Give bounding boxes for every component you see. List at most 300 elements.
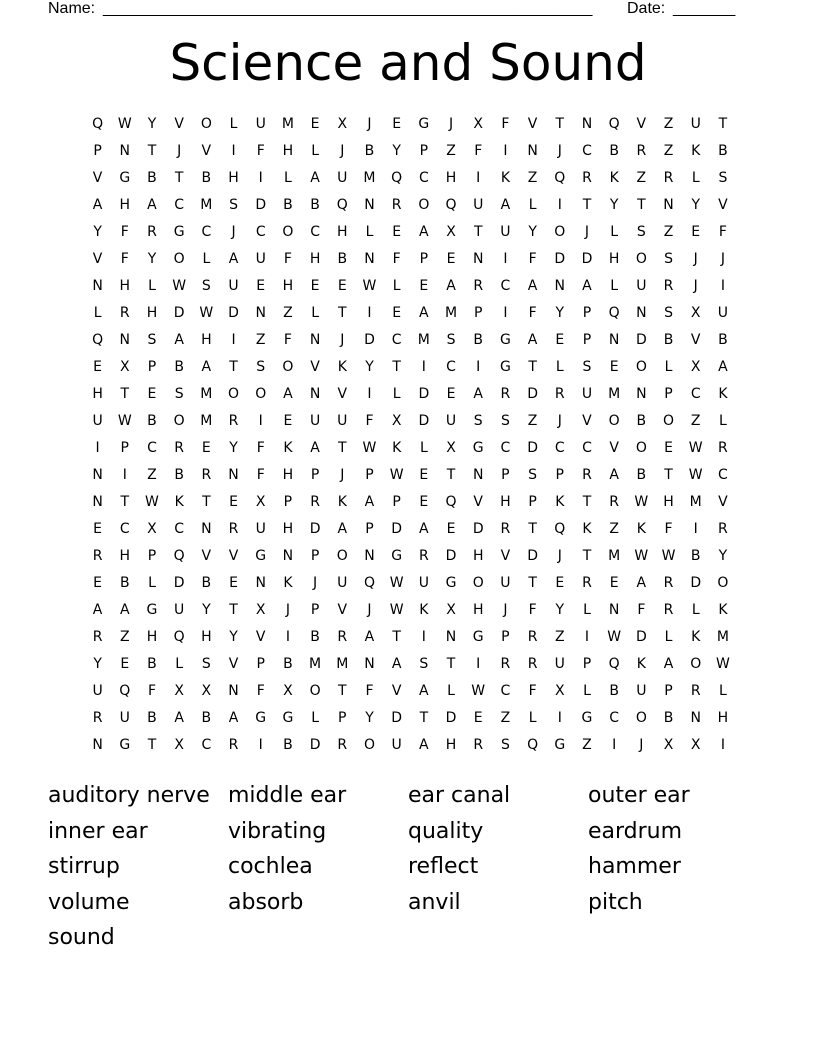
grid-letter: L bbox=[148, 278, 156, 294]
grid-letter: C bbox=[174, 197, 185, 213]
grid-letter: H bbox=[92, 386, 103, 402]
grid-letter: W bbox=[634, 494, 649, 510]
grid-letter: P bbox=[582, 656, 592, 672]
grid-letter: L bbox=[691, 602, 700, 618]
grid-letter: Z bbox=[690, 413, 701, 429]
grid-letter: F bbox=[637, 602, 646, 618]
grid-letter: H bbox=[201, 332, 212, 348]
grid-row bbox=[84, 651, 737, 678]
grid-letter: V bbox=[174, 116, 184, 132]
name-label: Name: bbox=[48, 0, 96, 17]
grid-letter: A bbox=[283, 386, 293, 402]
grid-letter: Q bbox=[554, 521, 566, 537]
grid-letter: T bbox=[338, 683, 347, 699]
grid-letter: O bbox=[554, 224, 566, 240]
grid-letter: H bbox=[282, 467, 294, 483]
grid-letter: A bbox=[500, 197, 511, 213]
grid-letter: G bbox=[472, 629, 484, 645]
grid-letter: K bbox=[691, 629, 701, 645]
grid-letter: V bbox=[228, 656, 239, 672]
grid-letter: F bbox=[528, 251, 537, 267]
grid-letter: W bbox=[389, 602, 404, 618]
grid-letter: X bbox=[174, 737, 184, 753]
grid-letter: U bbox=[174, 602, 185, 618]
grid-letter: D bbox=[635, 332, 647, 348]
grid-letter: G bbox=[499, 332, 511, 348]
grid-letter: N bbox=[364, 197, 375, 213]
grid-letter: B bbox=[718, 143, 728, 159]
grid-letter: E bbox=[337, 278, 347, 294]
grid-letter: E bbox=[555, 332, 565, 348]
grid-letter: D bbox=[309, 737, 321, 753]
grid-letter: T bbox=[637, 197, 646, 213]
grid-letter: W bbox=[117, 413, 132, 429]
grid-letter: L bbox=[555, 359, 564, 375]
grid-letter: P bbox=[664, 386, 673, 402]
grid-letter: D bbox=[581, 251, 593, 267]
grid-letter: B bbox=[663, 710, 674, 726]
grid-letter: C bbox=[500, 440, 511, 456]
grid-letter: U bbox=[337, 575, 348, 591]
grid-letter: G bbox=[119, 737, 131, 753]
grid-letter: W bbox=[688, 440, 703, 456]
grid-letter: O bbox=[418, 197, 430, 213]
grid-letter: X bbox=[147, 521, 157, 537]
grid-letter: M bbox=[200, 413, 213, 429]
grid-letter: E bbox=[201, 440, 211, 456]
grid-letter: I bbox=[258, 413, 263, 429]
grid-letter: P bbox=[283, 494, 293, 510]
word-list-item: auditory nerve bbox=[48, 783, 210, 808]
grid-letter: A bbox=[663, 656, 674, 672]
grid-letter: S bbox=[500, 737, 510, 753]
grid-letter: Z bbox=[663, 116, 674, 132]
grid-letter: N bbox=[554, 278, 566, 294]
grid-letter: F bbox=[528, 305, 537, 321]
grid-letter: K bbox=[582, 521, 592, 537]
grid-letter: B bbox=[663, 332, 674, 348]
grid-letter: E bbox=[310, 278, 320, 294]
grid-letter: P bbox=[501, 629, 510, 645]
grid-letter: E bbox=[609, 575, 619, 591]
grid-letter: V bbox=[690, 332, 701, 348]
grid-letter: N bbox=[92, 494, 103, 510]
grid-letter: T bbox=[582, 548, 592, 564]
grid-letter: R bbox=[473, 278, 484, 294]
grid-letter: N bbox=[228, 683, 239, 699]
grid-letter: G bbox=[255, 548, 267, 564]
grid-letter: I bbox=[258, 170, 263, 186]
grid-letter: F bbox=[256, 467, 265, 483]
grid-letter: D bbox=[635, 629, 647, 645]
grid-letter: Y bbox=[718, 548, 728, 564]
grid-letter: C bbox=[147, 440, 157, 456]
grid-letter: D bbox=[418, 413, 430, 429]
grid-letter: U bbox=[418, 575, 429, 591]
grid-letter: M bbox=[281, 116, 294, 132]
grid-letter: R bbox=[663, 575, 674, 591]
grid-letter: G bbox=[445, 575, 457, 591]
grid-letter: E bbox=[93, 359, 103, 375]
grid-letter: C bbox=[690, 386, 701, 402]
grid-letter: T bbox=[582, 197, 592, 213]
grid-letter: G bbox=[554, 737, 566, 753]
grid-letter: E bbox=[147, 386, 157, 402]
grid-letter: A bbox=[419, 683, 429, 699]
grid-letter: G bbox=[146, 602, 158, 618]
grid-letter: C bbox=[119, 521, 130, 537]
grid-letter: H bbox=[146, 629, 158, 645]
grid-letter: K bbox=[500, 170, 510, 186]
grid-letter: O bbox=[173, 251, 185, 267]
word-list-item: anvil bbox=[408, 889, 461, 915]
grid-letter: R bbox=[310, 494, 320, 510]
grid-letter: N bbox=[255, 575, 266, 591]
grid-letter: H bbox=[445, 737, 457, 753]
grid-letter: Z bbox=[663, 224, 674, 240]
grid-letter: O bbox=[282, 359, 294, 375]
grid-letter: U bbox=[690, 116, 701, 132]
grid-letter: Z bbox=[582, 737, 592, 753]
grid-letter: Q bbox=[554, 170, 566, 186]
grid-letter: P bbox=[365, 467, 374, 483]
grid-letter: U bbox=[255, 521, 266, 537]
grid-letter: V bbox=[636, 116, 647, 132]
grid-letter: E bbox=[392, 116, 402, 132]
grid-letter: L bbox=[528, 710, 537, 726]
grid-letter: R bbox=[663, 278, 674, 294]
grid-letter: A bbox=[310, 440, 320, 456]
grid-letter: W bbox=[688, 467, 703, 483]
grid-letter: H bbox=[663, 494, 674, 510]
grid-letter: B bbox=[609, 143, 619, 159]
grid-letter: X bbox=[446, 602, 456, 618]
grid-letter: U bbox=[309, 413, 321, 429]
name-field[interactable]: _______________________________________________________ bbox=[103, 0, 593, 17]
grid-letter: O bbox=[282, 224, 294, 240]
grid-letter: X bbox=[283, 683, 293, 699]
grid-letter: Y bbox=[229, 440, 238, 456]
grid-letter: J bbox=[367, 116, 372, 132]
grid-letter: O bbox=[336, 548, 348, 564]
grid-letter: K bbox=[337, 359, 347, 375]
grid-letter: X bbox=[391, 413, 402, 429]
word-list-item: outer ear bbox=[588, 783, 690, 808]
grid-letter: N bbox=[364, 656, 375, 672]
grid-letter: W bbox=[661, 548, 676, 564]
grid-letter: T bbox=[392, 629, 401, 645]
grid-letter: I bbox=[503, 143, 508, 159]
grid-letter: Q bbox=[608, 305, 620, 321]
grid-letter: R bbox=[554, 386, 565, 402]
grid-letter: D bbox=[173, 575, 185, 591]
grid-letter: F bbox=[392, 251, 401, 267]
grid-letter: I bbox=[503, 305, 508, 321]
grid-letter: S bbox=[419, 656, 429, 672]
grid-letter: Y bbox=[93, 224, 102, 240]
grid-letter: R bbox=[201, 467, 212, 483]
grid-letter: L bbox=[610, 278, 619, 294]
grid-letter: N bbox=[92, 737, 103, 753]
grid-letter: X bbox=[119, 359, 130, 375]
grid-letter: D bbox=[554, 251, 566, 267]
grid-letter: I bbox=[612, 737, 617, 753]
grid-letter: P bbox=[310, 467, 320, 483]
grid-letter: N bbox=[201, 521, 212, 537]
grid-letter: S bbox=[500, 413, 510, 429]
grid-letter: X bbox=[690, 305, 701, 321]
grid-row bbox=[84, 462, 737, 489]
grid-letter: V bbox=[310, 359, 320, 375]
grid-letter: A bbox=[174, 710, 184, 726]
grid-letter: X bbox=[446, 440, 456, 456]
grid-letter: R bbox=[92, 629, 103, 645]
grid-letter: U bbox=[636, 683, 647, 699]
grid-letter: J bbox=[639, 737, 644, 753]
grid-letter: B bbox=[337, 251, 348, 267]
grid-letter: I bbox=[476, 359, 481, 375]
grid-letter: X bbox=[446, 224, 456, 240]
word-list-item: reflect bbox=[408, 854, 479, 879]
grid-letter: H bbox=[337, 224, 348, 240]
grid-letter: B bbox=[119, 575, 130, 591]
grid-letter: O bbox=[635, 440, 647, 456]
grid-letter: C bbox=[500, 278, 511, 294]
grid-letter: O bbox=[717, 575, 729, 591]
grid-letter: N bbox=[472, 251, 484, 267]
grid-letter: T bbox=[446, 467, 456, 483]
grid-row bbox=[84, 192, 737, 219]
grid-letter: V bbox=[201, 143, 212, 159]
grid-letter: V bbox=[473, 494, 483, 510]
grid-letter: J bbox=[557, 413, 562, 429]
grid-letter: V bbox=[582, 413, 592, 429]
grid-letter: T bbox=[528, 521, 537, 537]
grid-letter: G bbox=[173, 224, 185, 240]
grid-letter: O bbox=[309, 683, 321, 699]
grid-letter: L bbox=[610, 224, 619, 240]
date-label: Date: bbox=[627, 0, 666, 17]
grid-letter: O bbox=[690, 656, 702, 672]
grid-row bbox=[84, 111, 737, 138]
grid-letter: J bbox=[557, 548, 562, 564]
grid-letter: F bbox=[474, 143, 483, 159]
grid-letter: W bbox=[389, 467, 404, 483]
grid-letter: N bbox=[119, 143, 131, 159]
grid-letter: Q bbox=[363, 575, 375, 591]
grid-letter: Y bbox=[528, 224, 537, 240]
grid-letter: O bbox=[200, 116, 212, 132]
grid-letter: T bbox=[120, 386, 130, 402]
grid-letter: T bbox=[419, 710, 429, 726]
grid-letter: P bbox=[256, 656, 265, 672]
word-list-item: quality bbox=[408, 818, 484, 844]
grid-letter: W bbox=[471, 683, 486, 699]
grid-letter: O bbox=[255, 386, 267, 402]
grid-letter: F bbox=[365, 683, 374, 699]
grid-letter: P bbox=[419, 251, 429, 267]
grid-letter: G bbox=[472, 440, 484, 456]
grid-letter: Q bbox=[445, 494, 457, 510]
grid-letter: B bbox=[690, 548, 701, 564]
grid-letter: V bbox=[391, 683, 402, 699]
grid-letter: C bbox=[201, 737, 212, 753]
grid-letter: B bbox=[201, 710, 212, 726]
grid-letter: S bbox=[201, 278, 211, 294]
grid-letter: M bbox=[608, 548, 621, 564]
grid-letter: Q bbox=[336, 197, 348, 213]
grid-letter: X bbox=[663, 737, 674, 753]
grid-letter: A bbox=[419, 224, 429, 240]
grid-letter: L bbox=[691, 170, 700, 186]
grid-letter: U bbox=[500, 575, 511, 591]
grid-letter: Z bbox=[663, 143, 674, 159]
grid-letter: N bbox=[364, 251, 375, 267]
grid-letter: T bbox=[174, 170, 184, 186]
word-list-item: stirrup bbox=[48, 854, 120, 879]
grid-letter: Z bbox=[527, 413, 538, 429]
grid-letter: I bbox=[122, 467, 127, 483]
grid-letter: Y bbox=[147, 251, 157, 267]
grid-letter: J bbox=[177, 143, 182, 159]
grid-letter: K bbox=[174, 494, 184, 510]
grid-letter: A bbox=[364, 494, 375, 510]
grid-letter: R bbox=[582, 170, 592, 186]
grid-letter: K bbox=[636, 656, 646, 672]
grid-letter: E bbox=[664, 440, 673, 456]
grid-letter: J bbox=[448, 116, 454, 132]
grid-row bbox=[84, 489, 737, 516]
grid-letter: I bbox=[258, 737, 263, 753]
date-field[interactable]: _______ bbox=[673, 0, 736, 17]
grid-letter: H bbox=[717, 710, 729, 726]
grid-letter: P bbox=[501, 467, 510, 483]
grid-letter: A bbox=[446, 278, 456, 294]
grid-letter: B bbox=[147, 170, 157, 186]
grid-letter: H bbox=[201, 629, 212, 645]
grid-letter: A bbox=[337, 521, 348, 537]
grid-letter: K bbox=[609, 170, 619, 186]
grid-letter: J bbox=[285, 602, 290, 618]
grid-letter: N bbox=[608, 602, 620, 618]
grid-letter: D bbox=[391, 710, 403, 726]
grid-letter: J bbox=[340, 332, 345, 348]
word-list-item: volume bbox=[48, 889, 130, 915]
word-list-item: pitch bbox=[588, 889, 643, 915]
grid-letter: S bbox=[582, 359, 592, 375]
grid-letter: K bbox=[283, 575, 293, 591]
grid-letter: Y bbox=[555, 602, 565, 618]
grid-letter: G bbox=[418, 116, 430, 132]
grid-letter: S bbox=[636, 224, 646, 240]
grid-letter: P bbox=[528, 494, 537, 510]
grid-letter: L bbox=[719, 683, 727, 699]
grid-letter: P bbox=[664, 683, 673, 699]
grid-letter: F bbox=[664, 521, 673, 537]
header bbox=[48, 0, 748, 20]
grid-letter: S bbox=[528, 467, 538, 483]
grid-letter: I bbox=[503, 251, 508, 267]
grid-row bbox=[84, 300, 737, 327]
grid-letter: I bbox=[693, 521, 698, 537]
grid-letter: A bbox=[92, 602, 103, 618]
grid-letter: S bbox=[664, 251, 673, 267]
grid-row bbox=[84, 678, 737, 705]
word-list-item: inner ear bbox=[48, 818, 148, 844]
grid-letter: E bbox=[446, 251, 456, 267]
grid-letter: U bbox=[636, 278, 647, 294]
grid-letter: F bbox=[528, 602, 537, 618]
word-list-item: eardrum bbox=[588, 818, 683, 844]
grid-letter: C bbox=[582, 440, 592, 456]
grid-letter: E bbox=[419, 494, 429, 510]
grid-letter: A bbox=[473, 386, 483, 402]
grid-letter: L bbox=[202, 251, 211, 267]
grid-letter: H bbox=[282, 143, 294, 159]
grid-row bbox=[84, 138, 737, 165]
grid-letter: A bbox=[609, 467, 619, 483]
grid-letter: H bbox=[119, 278, 131, 294]
grid-letter: W bbox=[117, 116, 132, 132]
grid-letter: L bbox=[148, 575, 156, 591]
word-list-item: middle ear bbox=[228, 783, 347, 808]
grid-letter: J bbox=[367, 602, 372, 618]
grid-letter: P bbox=[582, 305, 592, 321]
grid-letter: A bbox=[228, 710, 239, 726]
grid-letter: X bbox=[690, 359, 701, 375]
grid-letter: J bbox=[693, 278, 698, 294]
grid-letter: S bbox=[473, 413, 483, 429]
grid-letter: N bbox=[119, 332, 131, 348]
grid-letter: Y bbox=[555, 305, 565, 321]
grid-letter: K bbox=[419, 602, 429, 618]
grid-letter: H bbox=[445, 170, 457, 186]
grid-letter: J bbox=[720, 251, 725, 267]
grid-letter: B bbox=[473, 332, 484, 348]
grid-letter: J bbox=[503, 602, 508, 618]
grid-letter: E bbox=[93, 521, 103, 537]
grid-letter: H bbox=[309, 251, 321, 267]
grid-letter: R bbox=[473, 737, 484, 753]
grid-letter: U bbox=[119, 710, 130, 726]
grid-letter: Z bbox=[283, 305, 293, 321]
grid-letter: I bbox=[557, 197, 562, 213]
grid-letter: W bbox=[172, 278, 187, 294]
grid-letter: C bbox=[391, 332, 402, 348]
word-list-item: hammer bbox=[588, 854, 681, 879]
grid-letter: C bbox=[310, 224, 320, 240]
grid-letter: D bbox=[364, 332, 375, 348]
grid-letter: D bbox=[309, 521, 321, 537]
grid-letter: O bbox=[635, 251, 647, 267]
grid-letter: A bbox=[527, 332, 538, 348]
grid-letter: E bbox=[419, 467, 429, 483]
grid-letter: M bbox=[336, 656, 349, 672]
grid-letter: N bbox=[92, 467, 103, 483]
grid-letter: Z bbox=[255, 332, 266, 348]
grid-letter: B bbox=[636, 467, 647, 483]
grid-letter: H bbox=[119, 548, 131, 564]
grid-letter: N bbox=[472, 467, 484, 483]
grid-letter: S bbox=[147, 332, 157, 348]
grid-letter: L bbox=[528, 197, 537, 213]
grid-letter: D bbox=[690, 575, 702, 591]
grid-letter: Z bbox=[609, 521, 619, 537]
grid-letter: Z bbox=[446, 143, 456, 159]
grid-letter: Q bbox=[391, 170, 403, 186]
grid-letter: L bbox=[175, 656, 184, 672]
grid-letter: T bbox=[473, 224, 483, 240]
